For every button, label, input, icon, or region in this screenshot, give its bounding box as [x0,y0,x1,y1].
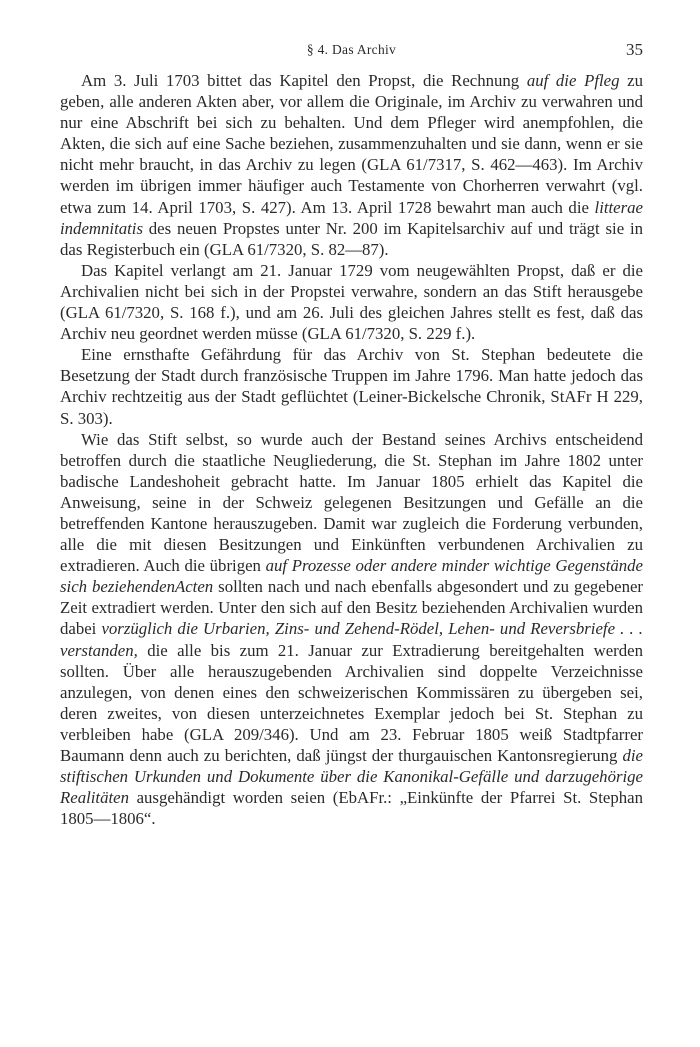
italic-text: auf Prozesse oder andere minder wichtige Gegenstände sich beziehendenActen [60,556,643,597]
text-run: Wie das Stift selbst, so wurde auch der Bestand seines Archivs entscheidend betroffen durch die staatliche Neugliederung, die St. Stephan im Jahre 1802 unter badische Landeshoheit gebracht hatte. Im Januar 1805 erhielt das Kapitel die Anweisung, seine in der Schweiz gelegenen Besitzungen und Gefälle an die betreffenden Kantone herauszugeben. Damit war zugleich die Forderung verbunden, alle die mit diesen Besitzungen und Einkünften verbundenen Archivalien zu extradieren. Auch die übrigen [60,429,643,576]
page-header [60,38,643,68]
text-run: Das Kapitel verlangt am 21. Januar 1729 vom neugewählten Propst, daß er die Archivalien nicht bei sich in der Propstei verwahre, sondern an das Stift herausgebe (GLA 61/7320, S. 168 f.), und am 26. Juli des gleichen Jahres stellt es fest, daß das Archiv neu geordnet werden müsse (GLA 61/7320, S. 229 f.). [60,260,643,344]
text-run: ausgehändigt worden seien (EbAFr.: „Einkünfte der Pfarrei St. Stephan 1805—1806“. [60,788,643,829]
text-run: sollten nach und nach ebenfalls abgesondert und zu gegebener Zeit extradiert werden. Unter den sich auf den Besitz beziehenden Archivalien wurden dabei [60,577,643,639]
text-run: die alle bis zum 21. Januar zur Extradierung bereitgehalten werden sollten. Über alle herauszugebenden Archivalien sind doppelte Verzeichnisse anzulegen, von denen eines den schweizerischen Kommissären zu übergeben sei, deren zweites, von diesen unterzeichnetes Exemplar jedoch bei St. Stephan zu verbleiben habe (GLA 209/346). Und am 23. Februar 1805 weiß Stadtpfarrer Baumann denn auch zu berichten, daß jüngst der thurgauischen Kantonsregierung [60,640,643,765]
book-page [60,38,643,829]
italic-text: vorzüglich die Urbarien, Zins- und Zehend-Rödel, Lehen- und Reversbriefe . . . verstanden, [60,619,643,660]
italic-text: litterae indemnitatis [60,197,643,238]
paragraph [60,260,643,344]
paragraph [60,70,643,260]
italic-text: die stiftischen Urkunden und Dokumente über die Kanonikal-Gefälle und darzugehörige Realitäten [60,746,643,808]
running-title: § 4. Das Archiv [306,42,397,57]
text-run: des neuen Propstes unter Nr. 200 im Kapitelsarchiv auf und trägt sie in das Registerbuch ein (GLA 61/7320, S. 82—87). [60,218,643,259]
body-text [60,70,643,829]
paragraph [60,344,643,428]
text-run: zu geben, alle anderen Akten aber, vor allem die Originale, im Archiv zu verwahren und nur eine Abschrift bei sich zu behalten. Und dem Pfleger wird anempfohlen, die Akten, die sich auf eine Sache beziehen, zusammenzuhalten und sie dann, wenn er sie nicht mehr braucht, in das Archiv zu legen (GLA 61/7317, S. 462—463). Im Archiv werden im übrigen immer häufiger auch Testamente von Chorherren verwahrt (vgl. etwa zum 14. April 1703, S. 427). Am 13. April 1728 bewahrt man auch die [60,71,643,217]
text-run: Eine ernsthafte Gefährdung für das Archiv von St. Stephan bedeutete die Besetzung der Stadt durch französische Truppen im Jahre 1796. Man hatte jedoch das Archiv rechtzeitig aus der Stadt geflüchtet (Leiner-Bickelsche Chronik, StAFr H 229, S. 303). [60,345,643,428]
paragraph [60,429,643,830]
text-run: Am 3. Juli 1703 bittet das Kapitel den Propst, die Rechnung [81,71,527,90]
italic-text: auf die Pfleg [526,71,620,90]
page-number: 35 [626,40,643,59]
